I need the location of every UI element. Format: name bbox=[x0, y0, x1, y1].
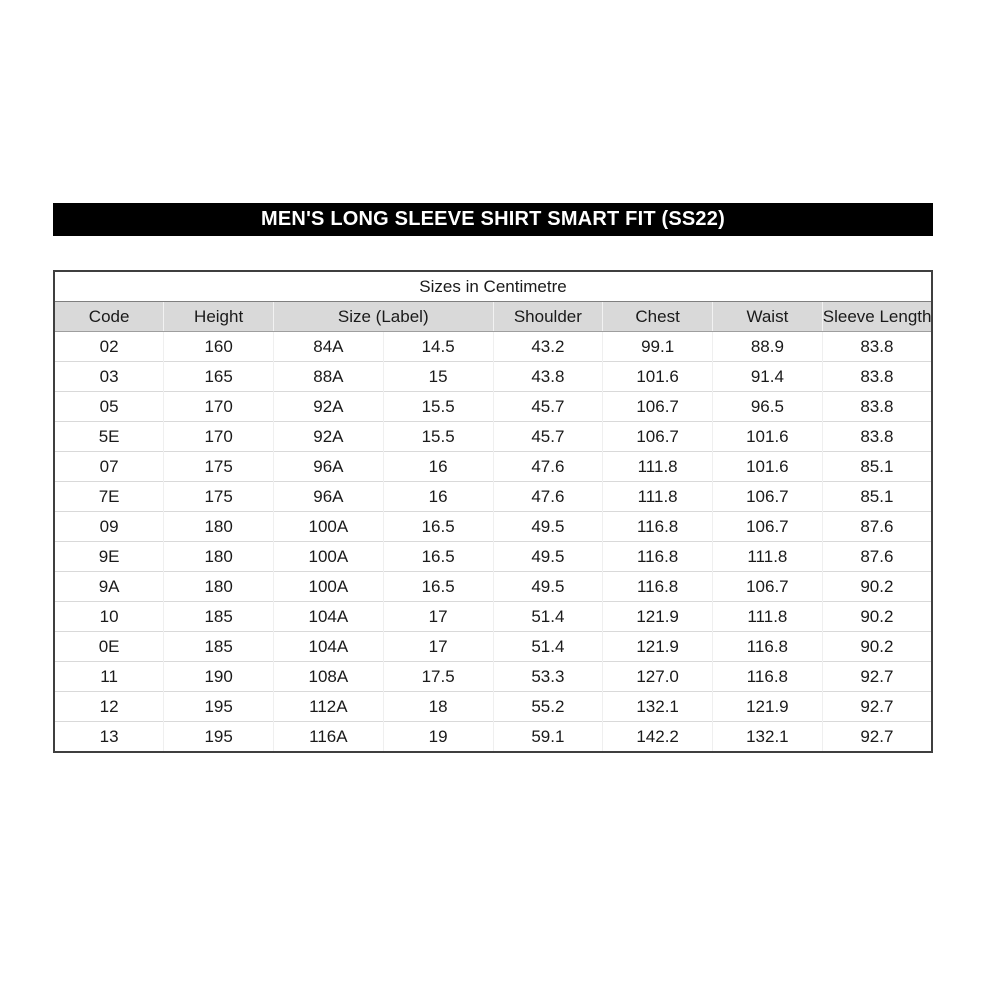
table-header-row bbox=[54, 302, 932, 332]
table-cell: 15.5 bbox=[383, 392, 493, 422]
table-cell: 88A bbox=[274, 362, 384, 392]
table-cell: 16.5 bbox=[383, 572, 493, 602]
table-row bbox=[54, 422, 932, 452]
table-cell: 96.5 bbox=[713, 392, 823, 422]
column-header-sleeve-length: Sleeve Length bbox=[822, 302, 932, 332]
table-cell: 15 bbox=[383, 362, 493, 392]
size-chart-table bbox=[53, 270, 933, 753]
table-cell: 165 bbox=[164, 362, 274, 392]
table-cell: 85.1 bbox=[822, 482, 932, 512]
table-cell: 185 bbox=[164, 602, 274, 632]
table-cell: 142.2 bbox=[603, 722, 713, 753]
table-row bbox=[54, 482, 932, 512]
table-cell: 16 bbox=[383, 482, 493, 512]
table-cell: 101.6 bbox=[603, 362, 713, 392]
table-cell: 132.1 bbox=[603, 692, 713, 722]
table-cell: 17.5 bbox=[383, 662, 493, 692]
table-cell: 121.9 bbox=[603, 632, 713, 662]
table-row bbox=[54, 332, 932, 362]
table-row bbox=[54, 722, 932, 753]
table-cell: 160 bbox=[164, 332, 274, 362]
table-cell: 07 bbox=[54, 452, 164, 482]
table-cell: 180 bbox=[164, 572, 274, 602]
table-cell: 112A bbox=[274, 692, 384, 722]
table-cell: 101.6 bbox=[713, 422, 823, 452]
table-row bbox=[54, 692, 932, 722]
table-cell: 185 bbox=[164, 632, 274, 662]
table-cell: 121.9 bbox=[603, 602, 713, 632]
table-cell: 92A bbox=[274, 392, 384, 422]
table-cell: 116.8 bbox=[713, 632, 823, 662]
table-cell: 83.8 bbox=[822, 332, 932, 362]
column-header-shoulder: Shoulder bbox=[493, 302, 603, 332]
table-cell: 100A bbox=[274, 542, 384, 572]
table-cell: 170 bbox=[164, 422, 274, 452]
table-cell: 111.8 bbox=[603, 452, 713, 482]
table-cell: 170 bbox=[164, 392, 274, 422]
table-cell: 106.7 bbox=[713, 572, 823, 602]
table-cell: 175 bbox=[164, 452, 274, 482]
table-cell: 9A bbox=[54, 572, 164, 602]
table-row bbox=[54, 542, 932, 572]
table-cell: 83.8 bbox=[822, 362, 932, 392]
table-cell: 43.8 bbox=[493, 362, 603, 392]
table-cell: 104A bbox=[274, 602, 384, 632]
column-header-size-label: Size (Label) bbox=[274, 302, 494, 332]
table-cell: 7E bbox=[54, 482, 164, 512]
table-cell: 111.8 bbox=[713, 542, 823, 572]
table-caption-row bbox=[54, 271, 932, 302]
table-cell: 100A bbox=[274, 572, 384, 602]
table-cell: 90.2 bbox=[822, 572, 932, 602]
table-cell: 190 bbox=[164, 662, 274, 692]
table-cell: 116.8 bbox=[603, 572, 713, 602]
table-cell: 11 bbox=[54, 662, 164, 692]
table-cell: 49.5 bbox=[493, 572, 603, 602]
column-header-height: Height bbox=[164, 302, 274, 332]
table-cell: 87.6 bbox=[822, 542, 932, 572]
table-cell: 121.9 bbox=[713, 692, 823, 722]
table-cell: 10 bbox=[54, 602, 164, 632]
table-cell: 90.2 bbox=[822, 632, 932, 662]
table-cell: 106.7 bbox=[713, 512, 823, 542]
table-cell: 55.2 bbox=[493, 692, 603, 722]
table-cell: 116.8 bbox=[603, 512, 713, 542]
table-cell: 17 bbox=[383, 602, 493, 632]
table-cell: 19 bbox=[383, 722, 493, 753]
table-cell: 49.5 bbox=[493, 542, 603, 572]
table-cell: 12 bbox=[54, 692, 164, 722]
table-cell: 100A bbox=[274, 512, 384, 542]
table-cell: 96A bbox=[274, 482, 384, 512]
table-row bbox=[54, 602, 932, 632]
table-cell: 16.5 bbox=[383, 512, 493, 542]
table-cell: 106.7 bbox=[603, 422, 713, 452]
table-cell: 88.9 bbox=[713, 332, 823, 362]
table-cell: 108A bbox=[274, 662, 384, 692]
table-cell: 9E bbox=[54, 542, 164, 572]
table-cell: 05 bbox=[54, 392, 164, 422]
table-cell: 101.6 bbox=[713, 452, 823, 482]
table-cell: 47.6 bbox=[493, 482, 603, 512]
table-body bbox=[54, 332, 932, 753]
table-cell: 127.0 bbox=[603, 662, 713, 692]
table-cell: 15.5 bbox=[383, 422, 493, 452]
column-header-waist: Waist bbox=[713, 302, 823, 332]
table-cell: 104A bbox=[274, 632, 384, 662]
table-cell: 18 bbox=[383, 692, 493, 722]
table-row bbox=[54, 362, 932, 392]
column-header-code: Code bbox=[54, 302, 164, 332]
table-cell: 0E bbox=[54, 632, 164, 662]
table-cell: 5E bbox=[54, 422, 164, 452]
table-cell: 180 bbox=[164, 542, 274, 572]
table-cell: 49.5 bbox=[493, 512, 603, 542]
table-cell: 53.3 bbox=[493, 662, 603, 692]
table-cell: 51.4 bbox=[493, 632, 603, 662]
table-cell: 83.8 bbox=[822, 422, 932, 452]
table-cell: 03 bbox=[54, 362, 164, 392]
table-cell: 09 bbox=[54, 512, 164, 542]
column-header-chest: Chest bbox=[603, 302, 713, 332]
table-cell: 91.4 bbox=[713, 362, 823, 392]
table-cell: 195 bbox=[164, 722, 274, 753]
table-cell: 111.8 bbox=[603, 482, 713, 512]
table-cell: 87.6 bbox=[822, 512, 932, 542]
table-cell: 85.1 bbox=[822, 452, 932, 482]
table-row bbox=[54, 452, 932, 482]
table-cell: 99.1 bbox=[603, 332, 713, 362]
table-cell: 175 bbox=[164, 482, 274, 512]
table-row bbox=[54, 392, 932, 422]
table-cell: 43.2 bbox=[493, 332, 603, 362]
table-cell: 45.7 bbox=[493, 392, 603, 422]
table-cell: 16 bbox=[383, 452, 493, 482]
table-cell: 02 bbox=[54, 332, 164, 362]
table-cell: 116.8 bbox=[603, 542, 713, 572]
table-cell: 111.8 bbox=[713, 602, 823, 632]
table-cell: 45.7 bbox=[493, 422, 603, 452]
table-row bbox=[54, 632, 932, 662]
table-cell: 84A bbox=[274, 332, 384, 362]
table-cell: 92.7 bbox=[822, 722, 932, 753]
table-cell: 116.8 bbox=[713, 662, 823, 692]
table-cell: 116A bbox=[274, 722, 384, 753]
table-cell: 92.7 bbox=[822, 692, 932, 722]
table-cell: 17 bbox=[383, 632, 493, 662]
table-row bbox=[54, 662, 932, 692]
table-cell: 14.5 bbox=[383, 332, 493, 362]
table-caption: Sizes in Centimetre bbox=[54, 271, 932, 302]
table-cell: 83.8 bbox=[822, 392, 932, 422]
table-cell: 180 bbox=[164, 512, 274, 542]
table-cell: 92.7 bbox=[822, 662, 932, 692]
table-cell: 51.4 bbox=[493, 602, 603, 632]
table-cell: 47.6 bbox=[493, 452, 603, 482]
table-cell: 96A bbox=[274, 452, 384, 482]
table-cell: 106.7 bbox=[713, 482, 823, 512]
table-row bbox=[54, 512, 932, 542]
table-cell: 132.1 bbox=[713, 722, 823, 753]
table-cell: 13 bbox=[54, 722, 164, 753]
page-title: MEN'S LONG SLEEVE SHIRT SMART FIT (SS22) bbox=[261, 208, 725, 230]
table-row bbox=[54, 572, 932, 602]
table-cell: 195 bbox=[164, 692, 274, 722]
table-cell: 16.5 bbox=[383, 542, 493, 572]
table-cell: 106.7 bbox=[603, 392, 713, 422]
title-banner bbox=[53, 203, 933, 236]
table-cell: 90.2 bbox=[822, 602, 932, 632]
table-cell: 59.1 bbox=[493, 722, 603, 753]
table-cell: 92A bbox=[274, 422, 384, 452]
